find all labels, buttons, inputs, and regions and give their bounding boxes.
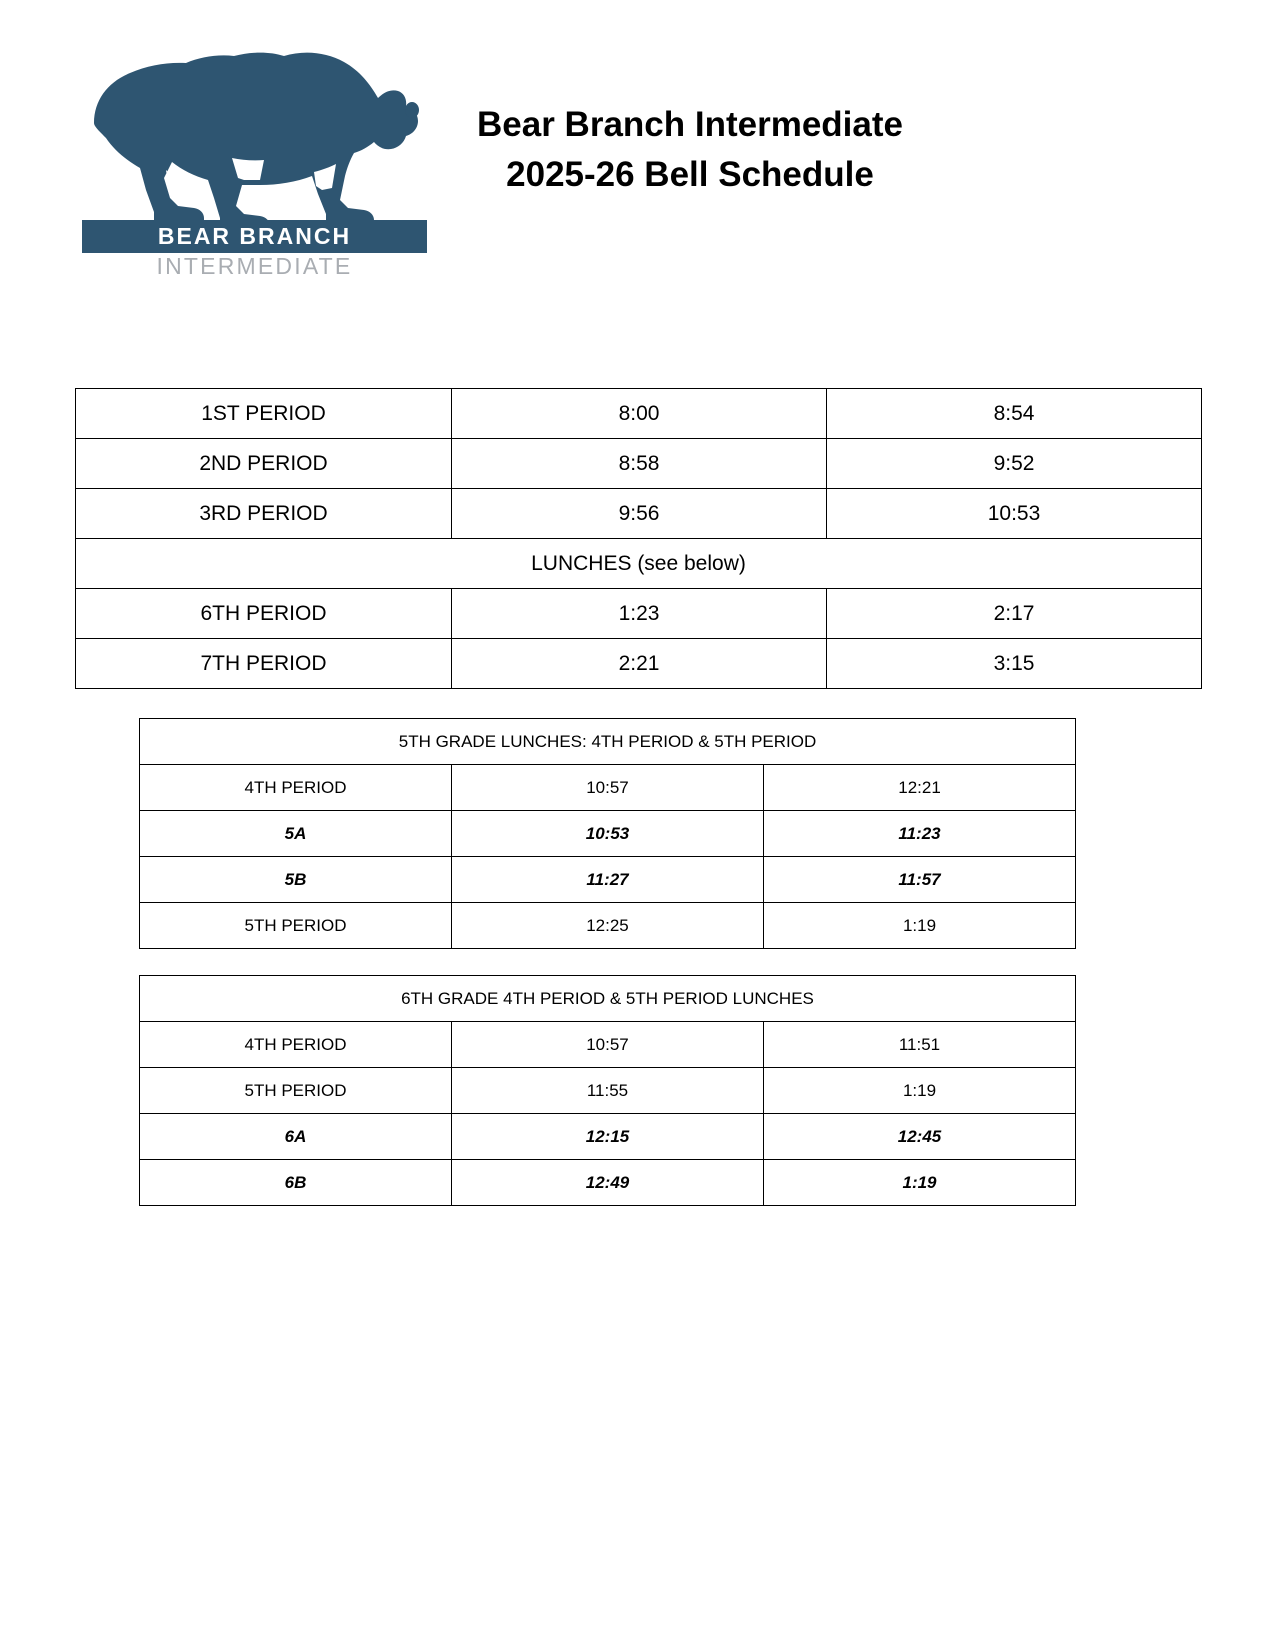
period-start-cell: 12:25 <box>452 903 764 949</box>
table-row <box>76 539 1202 589</box>
period-label-cell: 5B <box>140 857 452 903</box>
period-label-cell: 6TH PERIOD <box>76 589 452 639</box>
table-row <box>140 1114 1076 1160</box>
period-end-cell: 1:19 <box>764 1160 1076 1206</box>
period-start-cell: 12:15 <box>452 1114 764 1160</box>
period-label-cell: 7TH PERIOD <box>76 639 452 689</box>
logo-subtitle: INTERMEDIATE <box>156 253 353 279</box>
period-end-cell: 12:21 <box>764 765 1076 811</box>
period-end-cell: 11:51 <box>764 1022 1076 1068</box>
period-label-cell: 5TH PERIOD <box>140 1068 452 1114</box>
period-label-cell: 5A <box>140 811 452 857</box>
grade5-lunch-table <box>139 718 1076 949</box>
period-start-cell: 11:55 <box>452 1068 764 1114</box>
logo-name-bar <box>82 220 427 253</box>
title-school-name: Bear Branch Intermediate <box>477 105 903 144</box>
period-end-cell: 1:19 <box>764 1068 1076 1114</box>
period-end-cell: 9:52 <box>827 439 1202 489</box>
bear-silhouette-icon <box>82 48 427 238</box>
page-title <box>430 100 950 199</box>
period-end-cell: 12:45 <box>764 1114 1076 1160</box>
table-row <box>140 903 1076 949</box>
grade6-lunch-body <box>140 976 1076 1206</box>
table-row <box>140 1022 1076 1068</box>
period-end-cell: 1:19 <box>764 903 1076 949</box>
period-end-cell: 10:53 <box>827 489 1202 539</box>
period-start-cell: 10:53 <box>452 811 764 857</box>
table-row <box>140 857 1076 903</box>
grade5-lunch-title: 5TH GRADE LUNCHES: 4TH PERIOD & 5TH PERIOD <box>140 719 1076 765</box>
table-row <box>140 811 1076 857</box>
period-label-cell: 1ST PERIOD <box>76 389 452 439</box>
period-start-cell: 10:57 <box>452 1022 764 1068</box>
table-row <box>76 389 1202 439</box>
table-row <box>140 1160 1076 1206</box>
page-header <box>0 0 1275 300</box>
grade6-lunch-title: 6TH GRADE 4TH PERIOD & 5TH PERIOD LUNCHES <box>140 976 1076 1022</box>
table-row <box>140 765 1076 811</box>
period-label-cell: 6B <box>140 1160 452 1206</box>
period-end-cell: 11:57 <box>764 857 1076 903</box>
logo-school-name: BEAR BRANCH <box>157 223 352 249</box>
grade6-lunch-table <box>139 975 1076 1206</box>
period-label-cell: 2ND PERIOD <box>76 439 452 489</box>
table-row <box>76 489 1202 539</box>
period-start-cell: 8:58 <box>452 439 827 489</box>
period-label-cell: 4TH PERIOD <box>140 1022 452 1068</box>
period-start-cell: 1:23 <box>452 589 827 639</box>
period-label-cell: 4TH PERIOD <box>140 765 452 811</box>
period-end-cell: 2:17 <box>827 589 1202 639</box>
period-start-cell: 12:49 <box>452 1160 764 1206</box>
title-schedule-name: 2025-26 Bell Schedule <box>506 154 874 194</box>
period-start-cell: 10:57 <box>452 765 764 811</box>
period-start-cell: 2:21 <box>452 639 827 689</box>
table-header-row <box>140 976 1076 1022</box>
period-start-cell: 11:27 <box>452 857 764 903</box>
table-header-row <box>140 719 1076 765</box>
period-label-cell: 5TH PERIOD <box>140 903 452 949</box>
school-logo <box>82 48 427 279</box>
period-label-cell: LUNCHES (see below) <box>76 539 1202 589</box>
grade5-lunch-body <box>140 719 1076 949</box>
table-row <box>140 1068 1076 1114</box>
period-start-cell: 8:00 <box>452 389 827 439</box>
main-schedule-body <box>76 389 1202 689</box>
period-end-cell: 3:15 <box>827 639 1202 689</box>
main-schedule-table <box>75 388 1202 689</box>
table-row <box>76 439 1202 489</box>
period-end-cell: 8:54 <box>827 389 1202 439</box>
table-row <box>76 639 1202 689</box>
period-start-cell: 9:56 <box>452 489 827 539</box>
period-label-cell: 3RD PERIOD <box>76 489 452 539</box>
table-row <box>76 589 1202 639</box>
period-label-cell: 6A <box>140 1114 452 1160</box>
period-end-cell: 11:23 <box>764 811 1076 857</box>
